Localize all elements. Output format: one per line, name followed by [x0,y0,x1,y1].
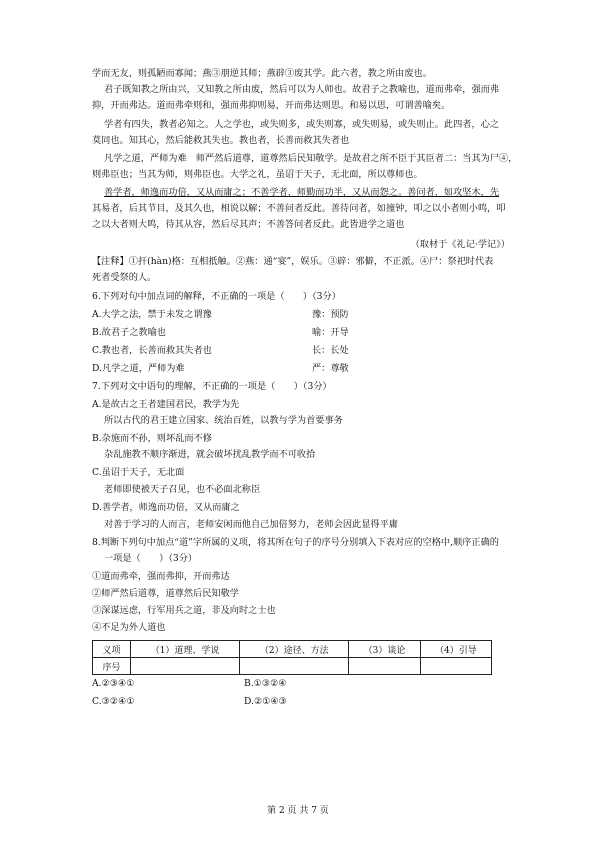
q6-option: B.故君子之教喻也 [92,327,166,338]
q6-gloss: 豫：预防 [312,309,349,320]
passage-line: 其易者，后其节目，及其久也，相说以解；不善问者反此。善待问者，如撞钟，叩之以小者则小鸣，叩 [92,203,506,214]
q7-option: A.是故古之王者建国君民，教学为先 [92,399,240,410]
q8-stem: 8.判断下列句中加点“道”字所属的义项，将其所在句子的序号分别填入下表对应的空格中,顺序正确的 [92,537,499,548]
table-header-cell: 义项 [93,641,131,658]
q7-explain: 老师即使被天子召见，也不必面北称臣 [104,484,261,495]
q8-item: ③深谋远虑，行军用兵之道，非及向时之士也 [92,605,276,616]
answer-blank-cell[interactable] [240,658,349,675]
q7-option: C.虽诏于天子，无北面 [92,467,185,478]
table-row [93,641,492,658]
passage-line: 学者有四失，教者必知之。人之学也，或失则多，或失则寡，或失则易，或失则止。此四者，心之 [104,119,500,130]
q8-choice: C.③②④① [92,696,135,707]
q7-explain: 对善于学习的人而言，老师安闲而他自己加倍努力，老师会因此显得平庸 [104,519,398,530]
q8-choice: A.②③④① [92,678,135,689]
q7-explain: 杂乱施教不顺序渐进，就会破坏扰乱教学而不可收拾 [104,449,316,460]
q8-stem: 一项是（ ）（3分） [104,553,198,564]
passage-line: 善学者，师逸而功倍，又从而庸之；不善学者，师勤而功半，又从而怨之。善问者，如攻坚木，先 [104,187,500,198]
table-header-cell: （4）引导 [420,641,491,658]
q7-explain: 所以古代的君王建立国家、统治百姓，以教与学为首要事务 [104,415,343,426]
q8-item: ②师严然后道尊，道尊然后民知敬学 [92,588,239,599]
q6-gloss: 喻：开导 [312,327,349,338]
q8-item: ④不足为外人道也 [92,622,166,633]
notes-line: 死者受祭的人。 [92,272,157,283]
q7-stem: 7.下列对文中语句的理解，不正确的一项是（ ）（3分） [92,381,332,392]
table-row [93,658,492,675]
passage-line: 君子既知教之所由兴，又知教之所由废，然后可以为人师也。故君子之教喻也，道而弗牵，强而弗 [104,84,500,95]
q6-option: C.教也者，长善而救其失者也 [92,345,212,356]
passage-line: 则弗臣也；当其为师，则弗臣也。大学之礼，虽诏于天子，无北面，所以尊师也。 [92,169,423,180]
q7-option: B.杂施而不孙，则坏乱而不修 [92,433,212,444]
table-header-cell: （3）谈论 [349,641,420,658]
q6-gloss: 严：尊敬 [312,363,349,374]
passage-line: 之以大者则大鸣，待其从容，然后尽其声；不善答问者反此。此皆进学之道也 [92,219,405,230]
passage-line: 凡学之道，严师为难 师严然后道尊，道尊然后民知敬学。是故君之所不臣于其臣者二：当其为尸④， [104,153,518,164]
q8-item: ①道而弗牵，强而弗抑，开而弗达 [92,571,230,582]
q8-choice: B.①③②④ [244,678,287,689]
source-citation: （取材于《礼记·学记》） [410,239,510,250]
answer-blank-cell[interactable] [130,658,239,675]
q8-choice: D.②①④③ [244,696,287,707]
q6-option: D.凡学之道，严师为难 [92,363,185,374]
table-cell: 序号 [93,658,131,675]
sense-table [92,640,492,675]
answer-blank-cell[interactable] [420,658,491,675]
q6-stem: 6.下列对句中加点词的解释，不正确的一项是（ ）（3分） [92,291,341,302]
passage-line: 莫同也。知其心，然后能救其失也。教也者，长善而救其失者也 [92,135,350,146]
answer-blank-cell[interactable] [349,658,420,675]
passage-line: 抑，开而弗达。道而弗牵则和，强而弗抑则易，开而弗达则思。和易以思，可谓善喻矣。 [92,100,451,111]
q6-gloss: 长：长处 [312,345,349,356]
q6-option: A.大学之法，禁于未发之谓豫 [92,309,212,320]
notes-line: 【注释】①扞(hàn)格：互相抵触。②燕：通“宴”，娱乐。③辟：邪僻，不正派。④尸：祭祀时代表 [92,256,494,267]
page-footer: 第 2 页 共 7 页 [267,806,329,816]
table-header-cell: （1）道理、学说 [130,641,239,658]
q7-option: D.善学者，师逸而功倍，又从而庸之 [92,502,240,513]
passage-line: 学而无友，则孤陋而寡闻；燕③朋逆其师；燕辟③废其学。此六者，教之所由废也。 [92,68,432,79]
table-header-cell: （2）途径、方法 [240,641,349,658]
